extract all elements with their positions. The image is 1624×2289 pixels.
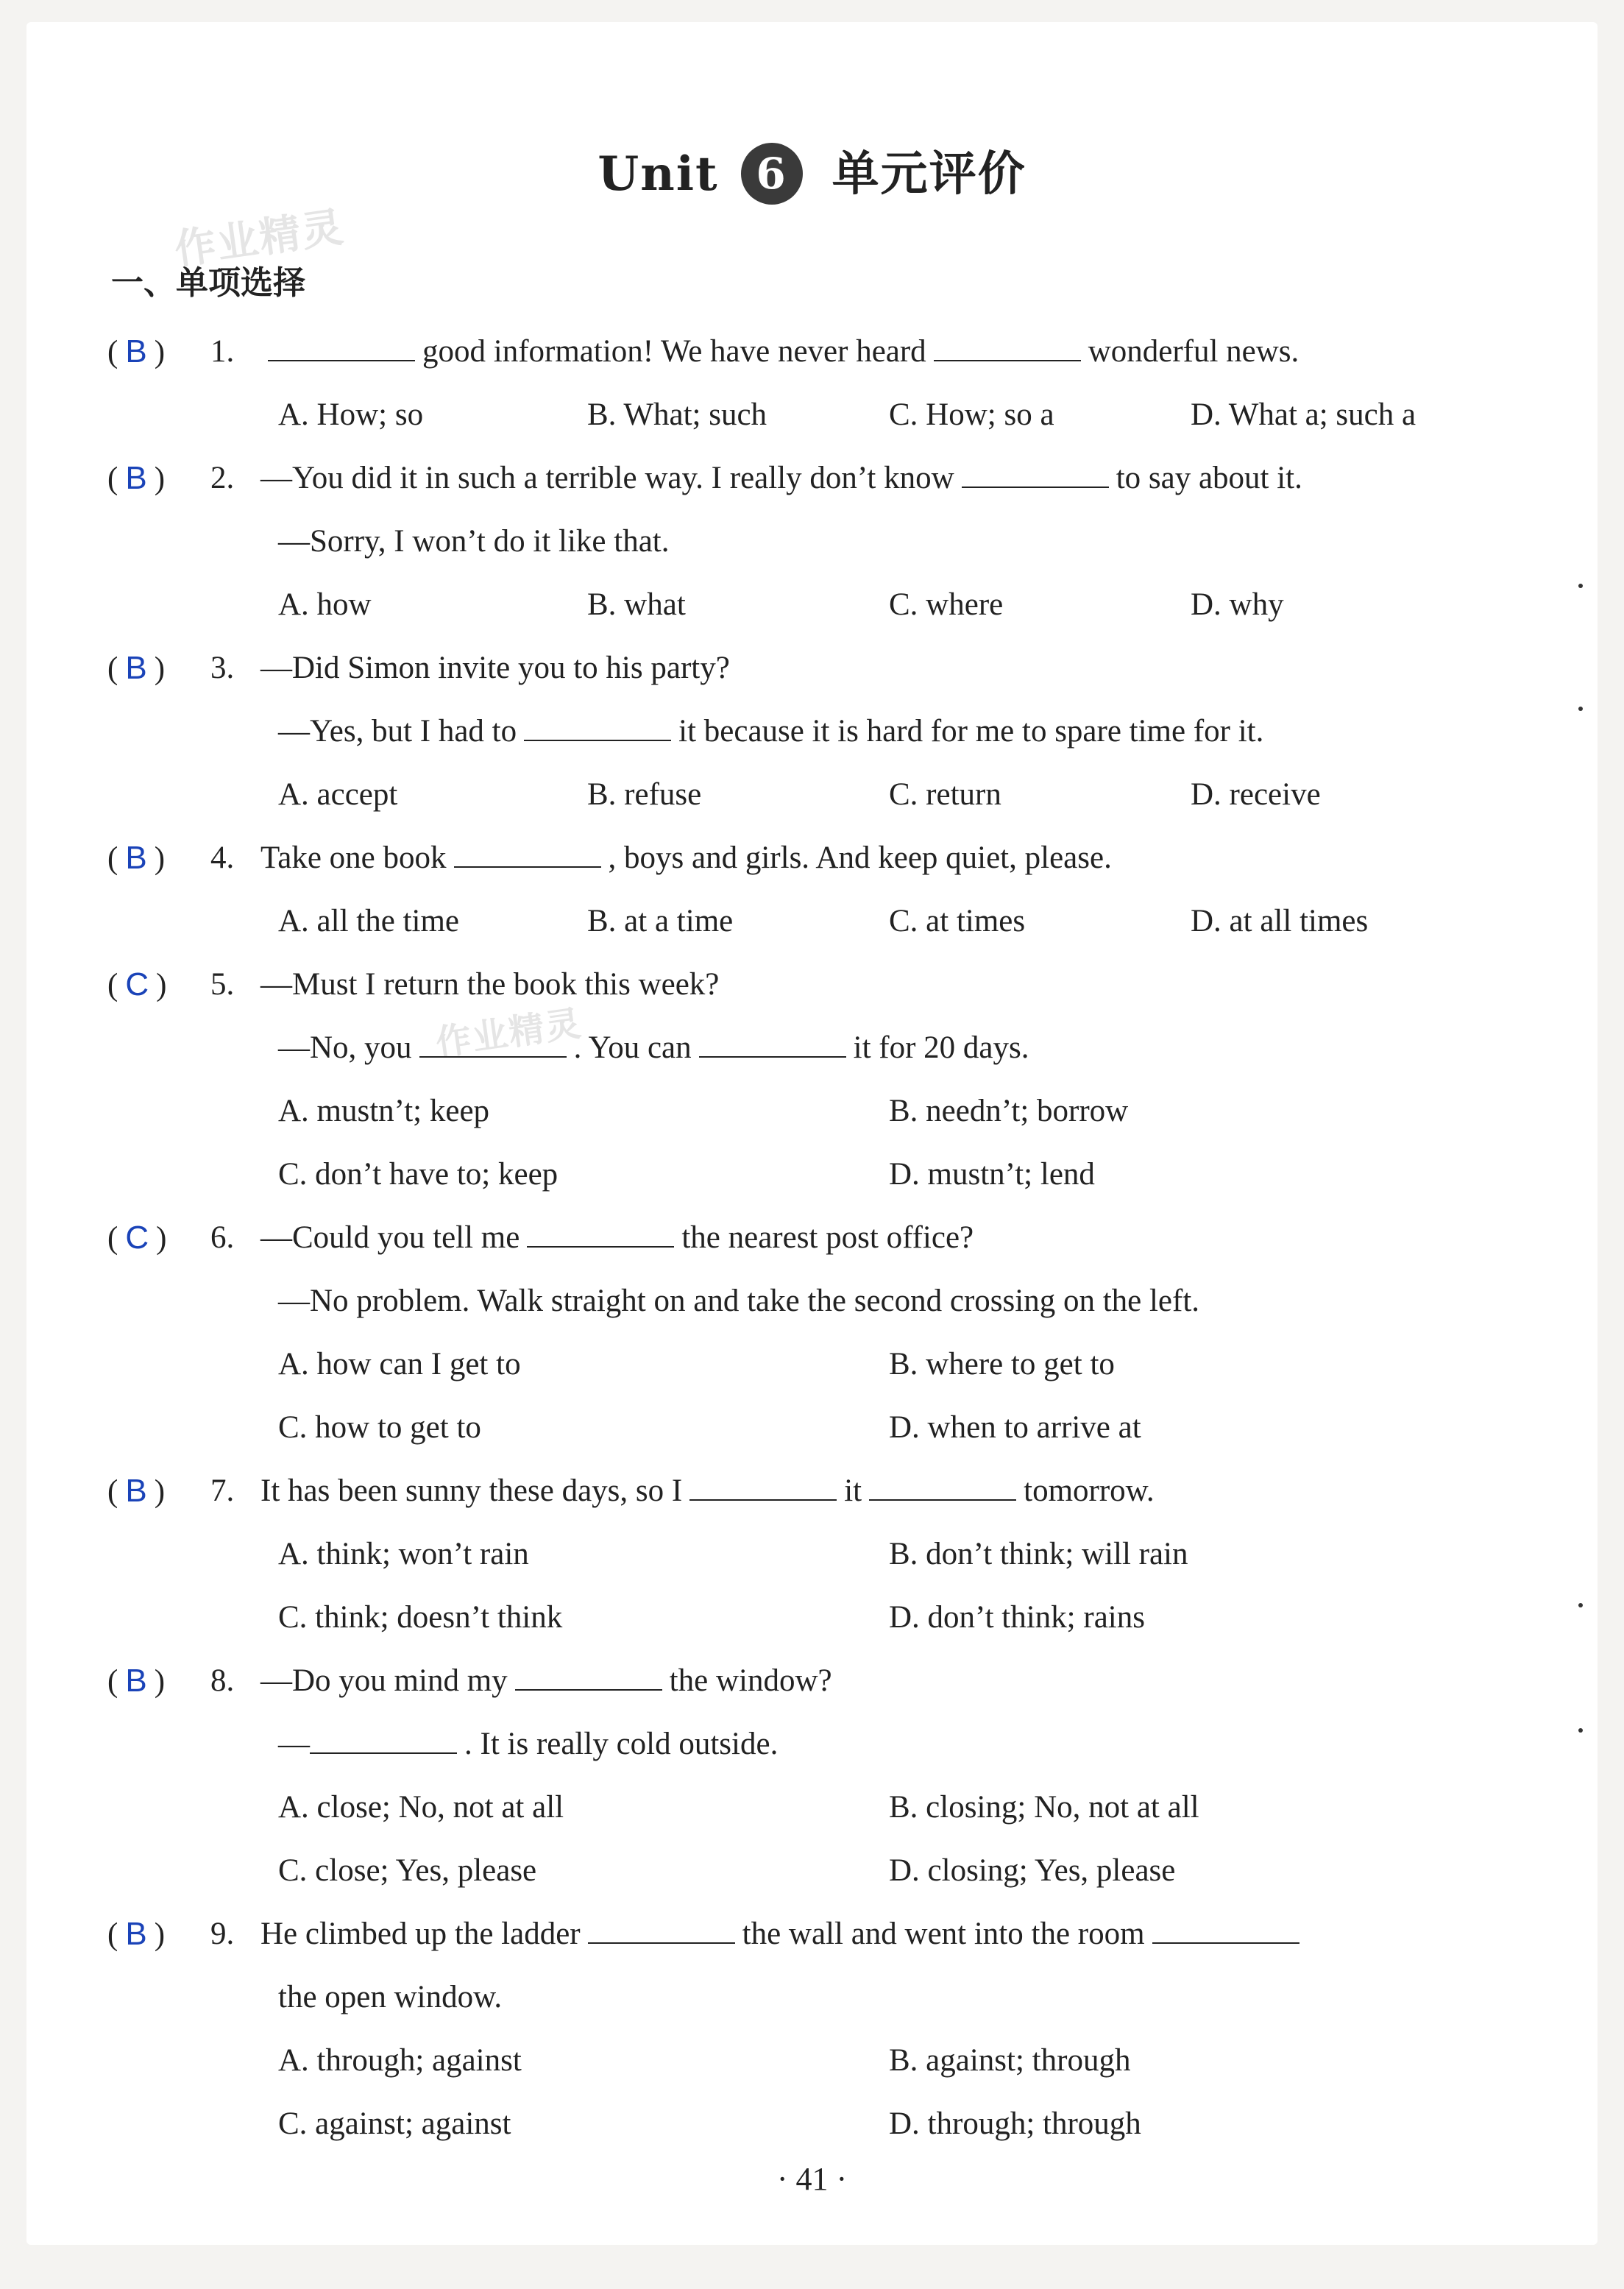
option-d: D. receive [1191, 777, 1321, 812]
answer-blank [689, 1471, 837, 1501]
answer-bracket: ( B ) [107, 650, 166, 686]
question-5 [107, 953, 1506, 1206]
option-c: C. think; doesn’t think [278, 1600, 563, 1635]
question-4 [107, 827, 1506, 953]
answer-bracket: ( B ) [107, 333, 166, 369]
option-d: D. closing; Yes, please [889, 1853, 1176, 1888]
question-number: 7. [210, 1473, 235, 1508]
answer-blank [869, 1471, 1016, 1501]
question-stem: 5. —Must I return the book this week? [210, 953, 719, 1016]
question-stem: 1. good information! We have never heard wonderful news. [210, 320, 1299, 383]
option-a: A. mustn’t; keep [278, 1094, 490, 1128]
worksheet-page [26, 22, 1598, 2245]
options-row [107, 1396, 1506, 1460]
option-c: C. How; so a [889, 397, 1054, 432]
question-2 [107, 447, 1506, 637]
unit-prefix: Unit [598, 146, 719, 202]
answer-blank [454, 838, 601, 868]
option-c: C. against; against [278, 2106, 511, 2141]
answer-letter: B [125, 650, 147, 686]
answer-bracket: ( B ) [107, 1473, 166, 1509]
answer-blank [588, 1914, 735, 1944]
options-row [107, 1586, 1506, 1649]
answer-bracket: ( B ) [107, 460, 166, 496]
question-stem: 9. He climbed up the ladder the wall and went into the room [210, 1903, 1307, 1966]
option-a: A. accept [278, 777, 398, 812]
options-row [107, 1143, 1506, 1206]
option-b: B. needn’t; borrow [889, 1094, 1129, 1128]
option-d: D. at all times [1191, 904, 1369, 938]
option-d: D. don’t think; rains [889, 1600, 1145, 1635]
option-a: A. through; against [278, 2043, 522, 2078]
question-stem: 6. —Could you tell me the nearest post office? [210, 1206, 974, 1270]
options-row [107, 1523, 1506, 1586]
answer-letter: C [125, 1220, 149, 1256]
answer-bracket: ( B ) [107, 1916, 166, 1952]
print-speck [1578, 707, 1583, 711]
option-a: A. How; so [278, 397, 424, 432]
print-speck [1578, 1728, 1583, 1733]
question-number: 1. [210, 334, 235, 369]
option-c: C. how to get to [278, 1410, 481, 1445]
unit-title: 单元评价 [831, 146, 1026, 202]
question-line: —Sorry, I won’t do it like that. [278, 524, 670, 559]
question-number: 8. [210, 1663, 235, 1698]
options-row [107, 2092, 1506, 2156]
option-b: B. against; through [889, 2043, 1131, 2078]
answer-blank [934, 332, 1081, 361]
answer-blank [527, 1218, 674, 1248]
option-a: A. close; No, not at all [278, 1790, 564, 1825]
question-stem: 3. —Did Simon invite you to his party? [210, 637, 730, 700]
options-row [107, 2029, 1506, 2092]
option-d: D. What a; such a [1191, 397, 1416, 432]
question-9 [107, 1903, 1506, 2156]
question-number: 5. [210, 967, 235, 1002]
options-row [107, 1839, 1506, 1903]
options-row [107, 1333, 1506, 1396]
page-number: · 41 · [776, 2161, 848, 2197]
question-line: —No, you . You can it for 20 days. [278, 1016, 1029, 1080]
option-d: D. through; through [889, 2106, 1141, 2141]
question-3 [107, 637, 1506, 827]
question-number: 4. [210, 841, 235, 875]
question-8 [107, 1649, 1506, 1903]
option-a: A. think; won’t rain [278, 1537, 529, 1571]
answer-blank [699, 1028, 846, 1058]
question-line: — . It is really cold outside. [278, 1713, 778, 1776]
options-row [107, 763, 1506, 827]
print-speck [1578, 1603, 1583, 1607]
watermark-logo: 作业精灵 [433, 1002, 585, 1064]
question-number: 6. [210, 1220, 235, 1255]
question-line: the open window. [278, 1980, 503, 2014]
question-1 [107, 320, 1506, 447]
question-stem: 4. Take one book , boys and girls. And keep quiet, please. [210, 827, 1112, 890]
question-7 [107, 1460, 1506, 1649]
unit-number-badge: 6 [741, 143, 803, 205]
option-b: B. what [587, 587, 686, 622]
options-row [107, 1080, 1506, 1143]
option-c: C. return [889, 777, 1001, 812]
option-b: B. where to get to [889, 1347, 1115, 1381]
answer-blank [268, 332, 415, 361]
option-b: B. refuse [587, 777, 702, 812]
question-line: —Yes, but I had to it because it is hard for me to spare time for it. [278, 700, 1263, 763]
option-a: A. how can I get to [278, 1347, 521, 1381]
option-a: A. all the time [278, 904, 459, 938]
option-a: A. how [278, 587, 372, 622]
answer-bracket: ( C ) [107, 966, 167, 1002]
answer-bracket: ( B ) [107, 1663, 166, 1699]
option-c: C. where [889, 587, 1004, 622]
options-row [107, 383, 1506, 447]
option-d: D. mustn’t; lend [889, 1157, 1095, 1192]
question-number: 2. [210, 461, 235, 495]
option-b: B. What; such [587, 397, 767, 432]
answer-blank [1152, 1914, 1299, 1944]
question-number: 9. [210, 1917, 235, 1951]
option-d: D. why [1191, 587, 1284, 622]
answer-letter: B [125, 1473, 147, 1509]
answer-blank [524, 712, 671, 741]
answer-letter: B [125, 1663, 147, 1699]
answer-letter: B [125, 460, 147, 496]
page-title [26, 136, 1598, 209]
options-row [107, 573, 1506, 637]
print-speck [1578, 584, 1583, 588]
answer-blank [419, 1028, 567, 1058]
answer-letter: B [125, 333, 147, 369]
answer-blank [515, 1661, 662, 1691]
answer-letter: B [125, 1916, 147, 1952]
question-stem: 2. —You did it in such a terrible way. I really don’t know to say about it. [210, 447, 1302, 510]
watermark-logo: 作业精灵 [171, 203, 348, 275]
options-row [107, 890, 1506, 953]
option-b: B. closing; No, not at all [889, 1790, 1199, 1825]
answer-bracket: ( B ) [107, 840, 166, 876]
question-number: 3. [210, 651, 235, 685]
option-c: C. close; Yes, please [278, 1853, 537, 1888]
answer-blank [962, 459, 1109, 488]
question-line: —No problem. Walk straight on and take the second crossing on the left. [278, 1284, 1200, 1318]
option-b: B. at a time [587, 904, 734, 938]
option-b: B. don’t think; will rain [889, 1537, 1188, 1571]
question-stem: 8. —Do you mind my the window? [210, 1649, 832, 1713]
answer-blank [310, 1724, 457, 1754]
option-d: D. when to arrive at [889, 1410, 1141, 1445]
question-6 [107, 1206, 1506, 1460]
answer-bracket: ( C ) [107, 1220, 167, 1256]
option-c: C. at times [889, 904, 1026, 938]
question-stem: 7. It has been sunny these days, so I it tomorrow. [210, 1460, 1155, 1523]
answer-letter: B [125, 840, 147, 876]
section-title: 一、单项选择 [111, 264, 305, 302]
option-c: C. don’t have to; keep [278, 1157, 559, 1192]
answer-letter: C [125, 966, 149, 1002]
options-row [107, 1776, 1506, 1839]
